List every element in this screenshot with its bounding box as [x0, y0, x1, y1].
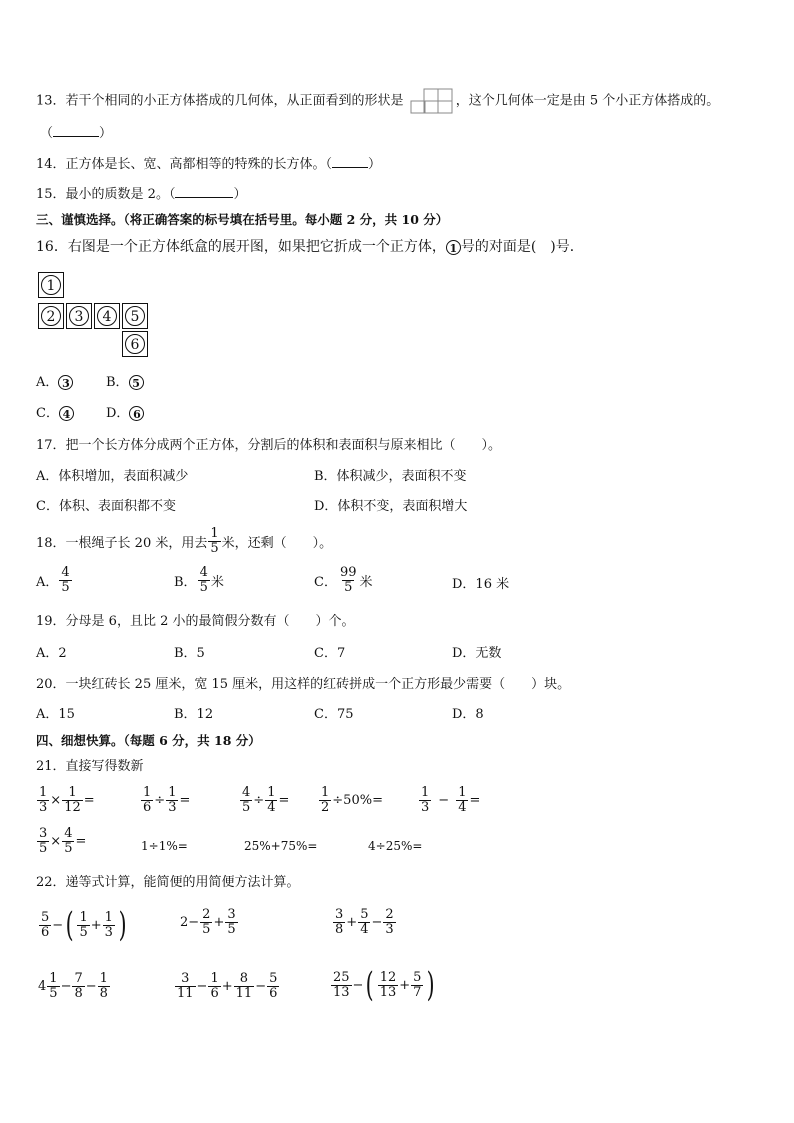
answer-blank[interactable] — [53, 124, 99, 137]
q22-expr-1: $\frac{5}{6}$ − ( $\frac{1}{5}$ + $\frac{1}{3}$ ) — [41, 905, 127, 945]
q17-option-a[interactable]: A．体积增加，表面积减少 — [36, 469, 189, 484]
q19-option-c[interactable]: C．7 — [314, 646, 346, 661]
q22-line: 22．递等式计算，能简便的用简便方法计算。 — [36, 875, 300, 890]
q21-expr-5: $\frac{1}{3}$ − $\frac{1}{4}$ = — [421, 785, 481, 815]
q21-expr-3: $\frac{4}{5}$ ÷ $\frac{1}{4}$ = — [242, 785, 290, 815]
q17-option-d[interactable]: D．体积不变，表面积增大 — [314, 499, 468, 514]
q22-expr-5: $\frac{3}{11}$ − $\frac{1}{6}$ + $\frac{8}{11}$ − $\frac{5}{6}$ — [177, 971, 278, 1001]
q21-expr-6: $\frac{3}{5}$ × $\frac{4}{5}$ = — [39, 826, 87, 856]
q21-expr-4: $\frac{1}{2}$ ÷50%= — [321, 785, 383, 815]
front-view-icon — [410, 88, 454, 114]
q19-option-d[interactable]: D．无数 — [452, 646, 502, 661]
q16-option-c[interactable]: C． 4 — [36, 405, 74, 423]
q17-line: 17．把一个长方体分成两个正方体，分割后的体积和表面积与原来相比（ ）。 — [36, 438, 502, 453]
q20-option-d[interactable]: D．8 — [452, 707, 484, 722]
cube-net — [38, 272, 158, 362]
q18-option-c[interactable]: C． $\frac{99}{5}$ 米 — [314, 565, 373, 595]
q18-option-d[interactable]: D．16 米 — [452, 577, 510, 592]
net-cell: 1 — [38, 272, 64, 298]
q20-option-a[interactable]: A．15 — [36, 707, 75, 722]
section-heading: 四、细想快算。（每题 6 分，共 18 分） — [36, 733, 261, 748]
q18-option-a[interactable]: A． $\frac{4}{5}$ — [36, 565, 70, 595]
q18-option-b[interactable]: B． $\frac{4}{5}$ 米 — [174, 565, 224, 595]
q22-expr-6: $\frac{25}{13}$ − ( $\frac{12}{13}$ + $\frac{5}{7}$ ) — [333, 965, 436, 1005]
q21-line: 21．直接写得数新 — [36, 759, 144, 774]
q16-option-d[interactable]: D． 6 — [106, 405, 144, 423]
q15-line: 15．最小的质数是 2。（ ） — [36, 187, 247, 202]
answer-blank[interactable] — [175, 185, 233, 198]
net-cell: 2 — [38, 303, 64, 329]
net-cell: 5 — [122, 303, 148, 329]
q20-option-b[interactable]: B．12 — [174, 707, 214, 722]
q14-line: 14．正方体是长、宽、高都相等的特殊的长方体。（ ） — [36, 157, 382, 172]
q16-option-b[interactable]: B． 5 — [106, 374, 144, 392]
q21-expr-9: 4÷25%= — [368, 839, 423, 853]
q21-expr-8: 25%+75%= — [244, 839, 318, 853]
net-cell: 6 — [122, 331, 148, 357]
q19-option-b[interactable]: B．5 — [174, 646, 205, 661]
q21-expr-2: $\frac{1}{6}$ ÷ $\frac{1}{3}$ = — [143, 785, 191, 815]
q22-expr-4: 4 $\frac{1}{5}$ − $\frac{7}{8}$ − $\frac{1}{8}$ — [38, 971, 108, 1001]
q18-line: 18．一根绳子长 20 米，用去 $\frac{1}{5}$ 米，还剩（ ）。 — [36, 526, 333, 556]
q13-answer[interactable]: （ ） — [40, 126, 113, 141]
q22-expr-2: 2− $\frac{2}{5}$ + $\frac{3}{5}$ — [180, 907, 236, 937]
fraction: $\frac{1}{5}$ — [210, 526, 219, 556]
q21-expr-1: $\frac{1}{3}$ × $\frac{1}{12}$ = — [39, 785, 95, 815]
q21-expr-7: 1÷1%= — [141, 839, 188, 853]
q16-line: 16．右图是一个正方体纸盒的展开图，如果把它折成一个正方体， 1 号的对面是( )号． — [36, 239, 584, 255]
q13-line: 13．若干个相同的小正方体搭成的几何体，从正面看到的形状是 ，这个几何体一定是由 5 个小正方体搭成的。 — [36, 88, 719, 114]
net-cell: 3 — [66, 303, 92, 329]
q22-expr-3: $\frac{3}{8}$ + $\frac{5}{4}$ − $\frac{2}{3}$ — [335, 907, 394, 937]
q16-option-a[interactable]: A． 3 — [36, 374, 73, 392]
q19-line: 19．分母是 6，且比 2 小的最简假分数有（ ）个。 — [36, 614, 355, 629]
q17-option-c[interactable]: C．体积、表面积都不变 — [36, 499, 176, 514]
net-cell: 4 — [94, 303, 120, 329]
section-heading: 三、谨慎选择。（将正确答案的标号填在括号里。每小题 2 分，共 10 分） — [36, 212, 449, 227]
answer-blank[interactable] — [332, 155, 368, 168]
q20-line: 20．一块红砖长 25 厘米，宽 15 厘米，用这样的红砖拼成一个正方形最少需要（ ）块。 — [36, 677, 571, 692]
q17-option-b[interactable]: B．体积减少，表面积不变 — [314, 469, 467, 484]
q20-option-c[interactable]: C．75 — [314, 707, 354, 722]
q19-option-a[interactable]: A．2 — [36, 646, 67, 661]
